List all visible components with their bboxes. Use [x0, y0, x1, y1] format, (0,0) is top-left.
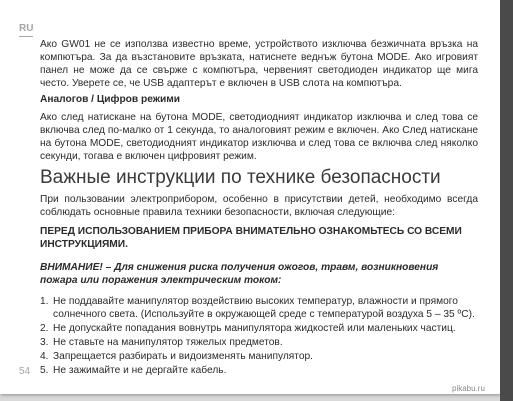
list-item-text: Не зажимайте и не дергайте кабель.	[53, 365, 227, 376]
page-content	[40, 38, 478, 378]
paragraph-safety-intro: При пользовании электроприбором, особенно в присутствии детей, необходимо всегда соблюдать основные правила техники безопасности, включая следующие:	[40, 194, 478, 218]
paragraph-modes: Ако след натискане на бутона MODE, светодиодният индикатор изключва и след това се включва след по-малко от 1 секунда, то аналоговият режим е включен. Ако След натискане на бутона MODE, светодиодният индикатор изключва и след това се включва след няколко секунди, тогава е включен цифровият режим.	[40, 112, 478, 162]
safety-list	[40, 295, 478, 377]
list-item	[40, 350, 478, 363]
warning-risk	[40, 261, 478, 287]
list-item-number: 4.	[40, 351, 49, 362]
list-item-text: Не ставьте на манипулятор тяжелых предметов.	[53, 337, 283, 348]
warning-text: – Для снижения риска получения ожогов, травм, возникновения пожара или поражения электрическим током:	[40, 262, 439, 286]
subheading-modes: Аналогов / Цифров режими	[40, 94, 181, 105]
warning-label: ВНИМАНИЕ!	[40, 262, 103, 273]
paragraph-wireless: Ако GW01 не се използва известно време, устройството изключва безжичната връзка на компютъра. За да възстановите връзката, натиснете веднъж бутона MODE. Ако игровият панел не може да се свърже с компютъра, червеният светодиоден индикатор ще мига често. Уверете се, че USB адаптерът е включен в USB слота на компютъра.	[40, 39, 478, 89]
language-label: RU	[19, 23, 34, 34]
warning-read-instructions: ПЕРЕД ИСПОЛЬЗОВАНИЕМ ПРИБОРА ВНИМАТЕЛЬНО ОЗНАКОМЬТЕСЬ СО ВСЕМИ ИНСТРУКЦИЯМИ.	[40, 226, 462, 250]
list-item	[40, 322, 478, 335]
list-item-number: 5.	[40, 365, 49, 376]
list-item-number: 2.	[40, 323, 49, 334]
list-item-text: Запрещается разбирать и видоизменять манипулятор.	[53, 351, 314, 362]
page-number: 54	[19, 366, 31, 377]
viewer-edge	[500, 0, 513, 401]
list-item-number: 3.	[40, 337, 49, 348]
watermark: pikabu.ru	[452, 384, 485, 393]
list-item	[40, 364, 478, 377]
list-item-number: 1.	[40, 296, 49, 307]
list-item	[40, 336, 478, 349]
language-underline	[19, 36, 33, 37]
list-item-text: Не допускайте попадания вовнутрь манипулятора жидкостей или маленьких частиц.	[53, 323, 456, 334]
list-item-text: Не поддавайте манипулятор воздействию высоких температур, влажности и прямого солнечного света. (Используйте в окружающей среде с температурой воздуха 5 – 35 ºC).	[53, 296, 475, 320]
section-heading: Важные инструкции по технике безопасности	[40, 167, 441, 188]
list-item	[40, 295, 478, 321]
